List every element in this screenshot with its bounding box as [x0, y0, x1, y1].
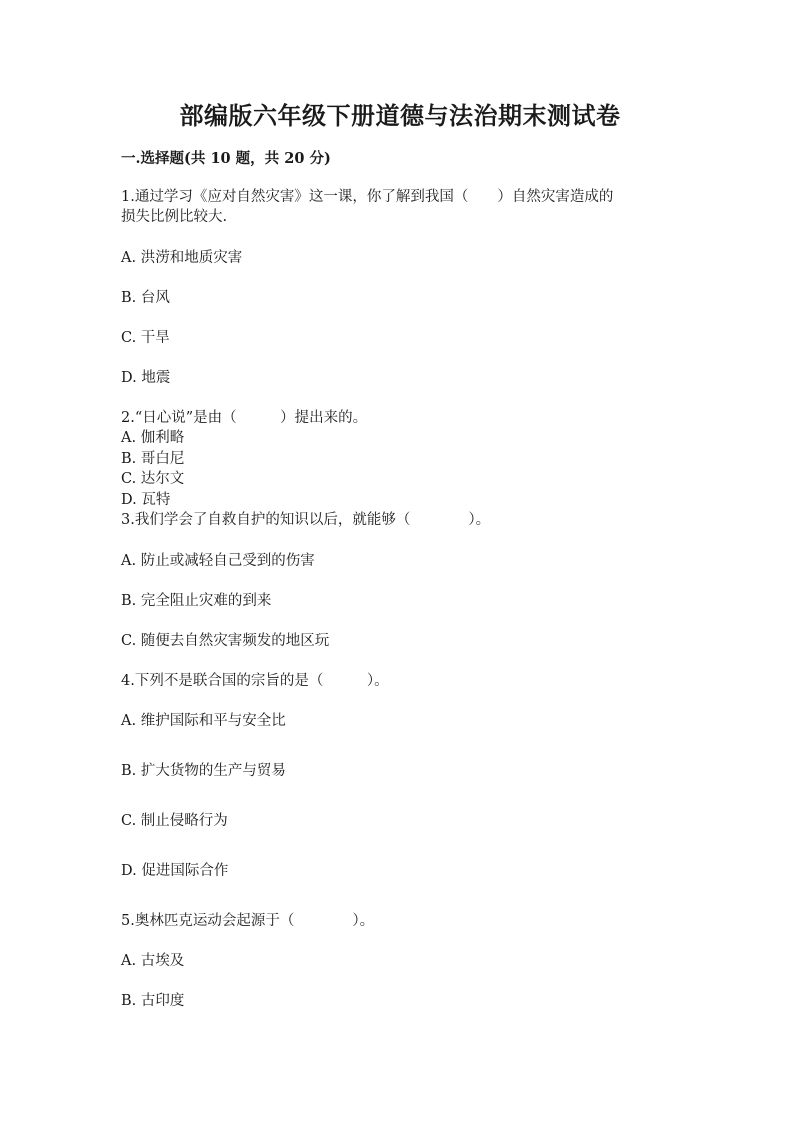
question-5-option-a: A. 古埃及 [121, 953, 185, 969]
question-2-stem: 2.“日心说”是由（ ）提出来的。 [121, 410, 368, 426]
question-1-stem-line-1: 1.通过学习《应对自然灾害》这一课，你了解到我国（ ）自然灾害造成的 [121, 189, 614, 205]
question-4-stem: 4.下列不是联合国的宗旨的是（ ）。 [121, 673, 389, 689]
question-4-option-a: A. 维护国际和平与安全比 [121, 713, 286, 729]
question-2-option-d: D. 瓦特 [121, 492, 171, 508]
question-4-option-b: B. 扩大货物的生产与贸易 [121, 763, 286, 779]
question-3-option-a: A. 防止或减轻自己受到的伤害 [121, 553, 315, 569]
question-1-option-c: C. 干旱 [121, 330, 170, 346]
question-4-option-d: D. 促进国际合作 [121, 863, 229, 879]
question-2-option-b: B. 哥白尼 [121, 451, 185, 467]
question-1-stem-line-2: 损失比例比较大. [121, 209, 228, 225]
question-3-option-c: C. 随便去自然灾害频发的地区玩 [121, 633, 330, 649]
question-1-option-b: B. 台风 [121, 290, 170, 306]
question-2-option-c: C. 达尔文 [121, 471, 185, 487]
question-1-option-a: A. 洪涝和地质灾害 [121, 250, 243, 266]
section-heading: 一.选择题(共 10 题，共 20 分) [121, 150, 331, 167]
page-title: 部编版六年级下册道德与法治期末测试卷 [179, 101, 621, 130]
question-2-option-a: A. 伽利略 [121, 430, 185, 446]
question-1-option-d: D. 地震 [121, 370, 171, 386]
question-5-option-b: B. 古印度 [121, 993, 185, 1009]
question-4-option-c: C. 制止侵略行为 [121, 813, 228, 829]
question-3-option-b: B. 完全阻止灾难的到来 [121, 593, 272, 609]
question-3-stem: 3.我们学会了自救自护的知识以后，就能够（ ）。 [121, 512, 491, 528]
question-5-stem: 5.奥林匹克运动会起源于（ ）。 [121, 913, 375, 929]
